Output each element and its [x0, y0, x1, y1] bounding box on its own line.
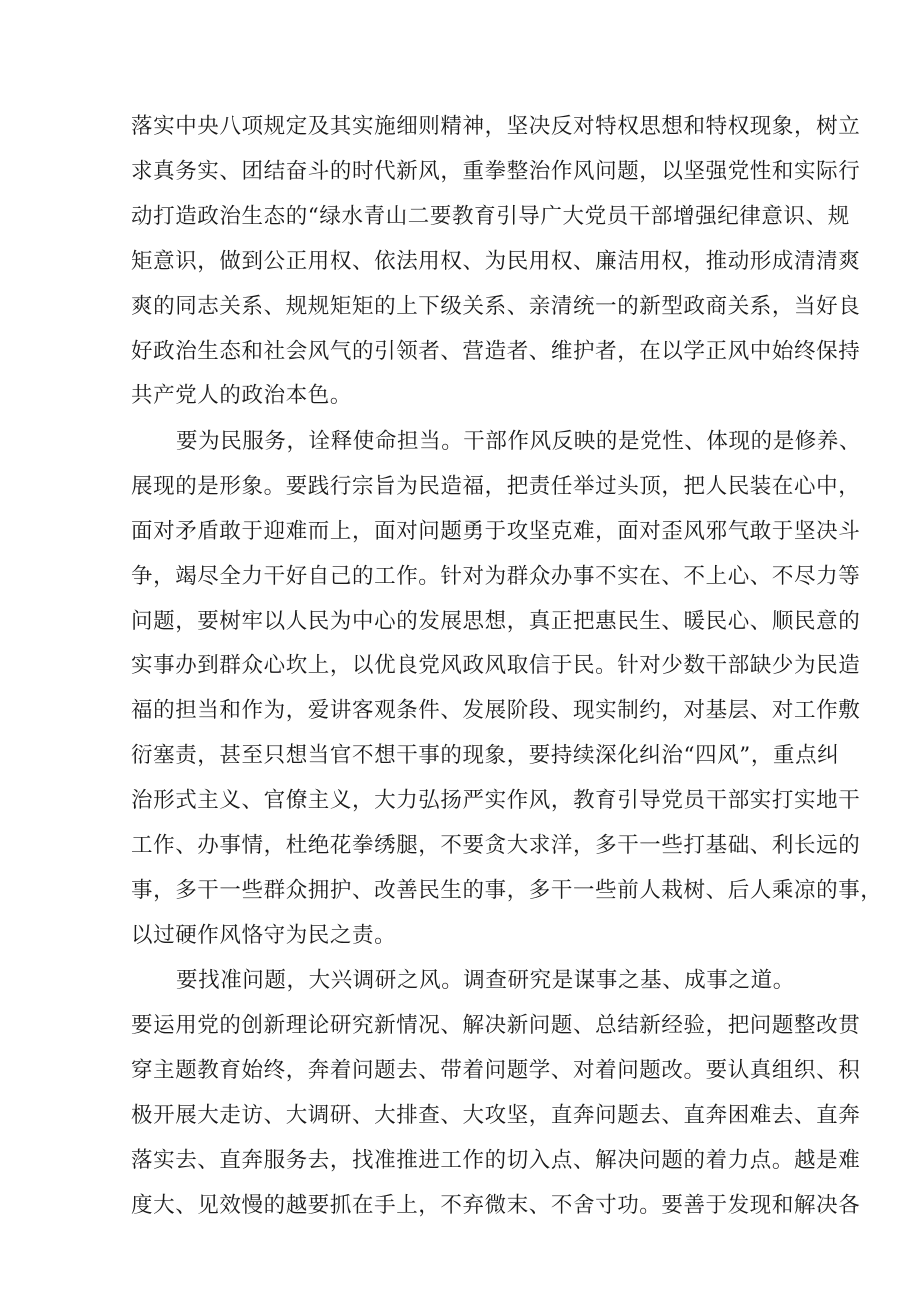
text-line: 争，竭尽全力干好自己的工作。针对为群众办事不实在、不上心、不尽力等	[131, 564, 861, 589]
text-line: 落实去、直奔服务去，找准推进工作的切入点、解决问题的着力点。越是难	[131, 1148, 861, 1173]
text-line: 问题，要树牢以人民为中心的发展思想，真正把惠民生、暖民心、顺民意的	[131, 609, 861, 634]
text-line: 展现的是形象。要践行宗旨为民造福，把责任举过头顶，把人民装在心中，	[131, 474, 861, 499]
text-line: 面对矛盾敢于迎难而上，面对问题勇于攻坚克难，面对歪风邪气敢于坚决斗	[131, 519, 861, 544]
text-line: 工作、办事情，杜绝花拳绣腿，不要贪大求洋，多干一些打基础、利长远的	[131, 833, 861, 858]
text-line: 好政治生态和社会风气的引领者、营造者、维护者，在以学正风中始终保持	[131, 339, 861, 364]
text-line: 爽的同志关系、规规矩矩的上下级关系、亲清统一的新型政商关系，当好良	[131, 294, 861, 319]
text-line: 求真务实、团结奋斗的时代新风，重拳整治作风问题，以坚强党性和实际行	[131, 159, 861, 184]
text-line: 衍塞责，甚至只想当官不想干事的现象，要持续深化纠治“四风”，重点纠	[131, 743, 840, 768]
text-line: 治形式主义、官僚主义，大力弘扬严实作风，教育引导党员干部实打实地干	[131, 788, 861, 813]
text-line: 以过硬作风恪守为民之责。	[131, 923, 397, 948]
paragraph-start-line: 要为民服务，诠释使命担当。干部作风反映的是党性、体现的是修养、	[176, 429, 862, 454]
text-line: 矩意识，做到公正用权、依法用权、为民用权、廉洁用权，推动形成清清爽	[131, 249, 861, 274]
text-line: 要运用党的创新理论研究新情况、解决新问题、总结新经验，把问题整改贯	[131, 1013, 861, 1038]
text-line: 动打造政治生态的“绿水青山二要教育引导广大党员干部增强纪律意识、规	[131, 204, 850, 229]
text-line: 实事办到群众心坎上，以优良党风政风取信于民。针对少数干部缺少为民造	[131, 653, 861, 678]
text-line: 穿主题教育始终，奔着问题去、带着问题学、对着问题改。要认真组织、积	[131, 1058, 861, 1083]
text-line: 事，多干一些群众拥护、改善民生的事，多干一些前人栽树、后人乘凉的事，	[131, 878, 883, 903]
text-line: 共产党人的政治本色。	[131, 383, 353, 408]
text-line: 极开展大走访、大调研、大排查、大攻坚，直奔问题去、直奔困难去、直奔	[131, 1103, 861, 1128]
text-line: 落实中央八项规定及其实施细则精神，坚决反对特权思想和特权现象，树立	[131, 114, 861, 139]
paragraph-start-line: 要找准问题，大兴调研之风。调查研究是谋事之基、成事之道。	[176, 968, 795, 993]
text-line: 度大、见效慢的越要抓在手上，不弃微末、不舍寸功。要善于发现和解决各	[131, 1193, 861, 1218]
text-line: 福的担当和作为，爱讲客观条件、发展阶段、现实制约，对基层、对工作敷	[131, 698, 861, 723]
